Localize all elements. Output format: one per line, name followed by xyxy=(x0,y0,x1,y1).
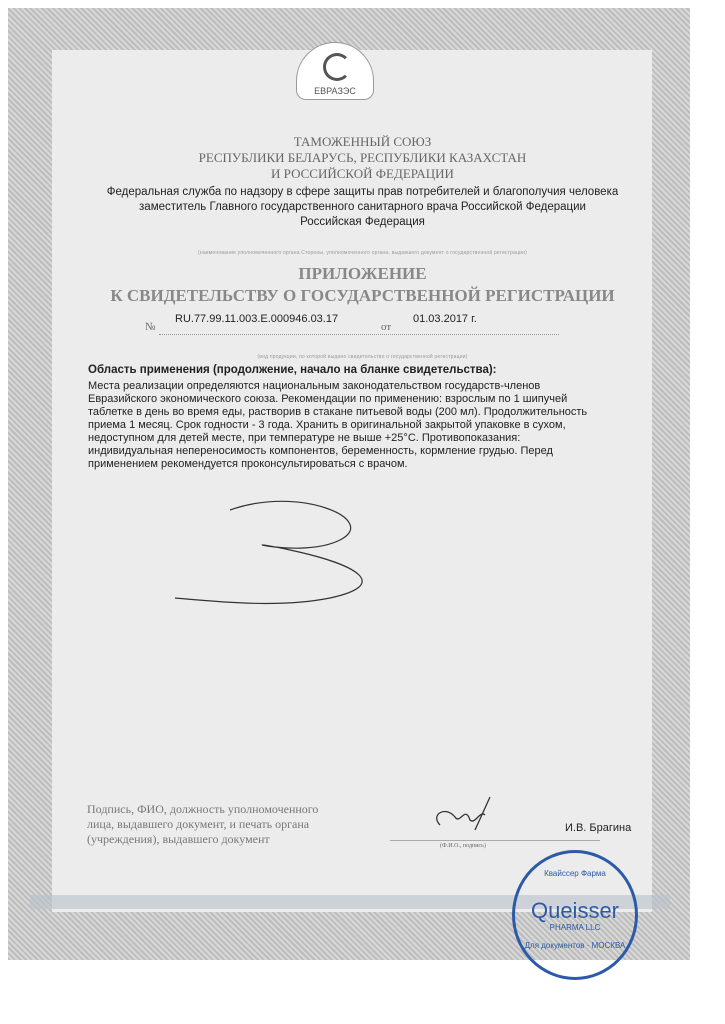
body-line: Места реализации определяются национальным законодательством государств-членов xyxy=(88,380,541,392)
body-line: недоступном для детей месте, при температуре не выше +25°С. Противопоказания: xyxy=(88,432,521,444)
stamp-top-text: Квайссер Фарма xyxy=(544,869,606,878)
cancel-mark-scribble xyxy=(160,490,420,620)
body-line: таблетке в день во время еды, растворив в стакане питьевой воды (200 мл). Продолжительность xyxy=(88,406,588,418)
certificate-date: 01.03.2017 г. xyxy=(413,313,477,325)
section-heading: Область применения (продолжение, начало на бланке свидетельства): xyxy=(88,364,497,376)
caption-product: (вид продукции, по которой выдано свидетельство о государственной регистрации) xyxy=(257,354,468,360)
body-line: приема 1 месяц. Срок годности - 3 года. Хранить в оригинальной закрытой упаковке в сухом, xyxy=(88,419,566,431)
body-line: индивидуальная непереносимость компонентов, беременность, кормление грудью. Перед xyxy=(88,445,553,457)
body-line: применением рекомендуется проконсультироваться с врачом. xyxy=(88,458,408,470)
date-label: от xyxy=(381,321,392,333)
signature-label-line: Подпись, ФИО, должность уполномоченного xyxy=(87,802,319,816)
emblem-icon xyxy=(323,53,351,81)
caption-authority: (наименование уполномоченного органа Стороны, уполномоченного органа, выдавшего документ о государственной регистрации) xyxy=(198,250,527,256)
title-line2: К СВИДЕТЕЛЬСТВУ О ГОСУДАРСТВЕННОЙ РЕГИСТРАЦИИ xyxy=(110,286,615,305)
number-underline xyxy=(159,334,559,335)
signature-line xyxy=(390,840,600,841)
title-line1: ПРИЛОЖЕНИЕ xyxy=(298,264,427,283)
stamp-sub: PHARMA LLC xyxy=(549,923,601,932)
certificate-number: RU.77.99.11.003.E.000946.03.17 xyxy=(175,313,339,325)
stamp-bottom-text: Для документов · МОСКВА xyxy=(524,941,626,950)
header-line1: ТАМОЖЕННЫЙ СОЮЗ xyxy=(293,134,432,149)
company-stamp xyxy=(512,850,638,980)
stamp-brand: Queisser xyxy=(530,898,620,923)
body-text xyxy=(88,380,608,471)
signature-label-line: лица, выдавшего документ, и печать органа xyxy=(87,817,310,831)
body-line: Евразийского экономического союза. Рекомендации по применению: взрослым по 1 шипучей xyxy=(88,393,568,405)
authority-line1: Федеральная служба по надзору в сфере защиты прав потребителей и благополучия человека xyxy=(106,186,619,198)
signature-label-line: (учреждения), выдавшего документ xyxy=(87,832,270,846)
header-line2: РЕСПУБЛИКИ БЕЛАРУСЬ, РЕСПУБЛИКИ КАЗАХСТАН xyxy=(198,150,527,165)
signature-label xyxy=(87,802,318,847)
authority-line3: Российская Федерация xyxy=(300,216,425,228)
signer-name: И.В. Брагина xyxy=(565,822,632,834)
handwritten-signature xyxy=(425,795,505,840)
authority-line2: заместитель Главного государственного санитарного врача Российской Федерации xyxy=(139,201,586,213)
signature-caption: (Ф.И.О., подпись) xyxy=(440,843,486,849)
number-label: № xyxy=(145,321,156,333)
emblem-text: ЕВРАЗЭС xyxy=(314,86,356,96)
header-line3: И РОССИЙСКОЙ ФЕДЕРАЦИИ xyxy=(271,166,454,181)
